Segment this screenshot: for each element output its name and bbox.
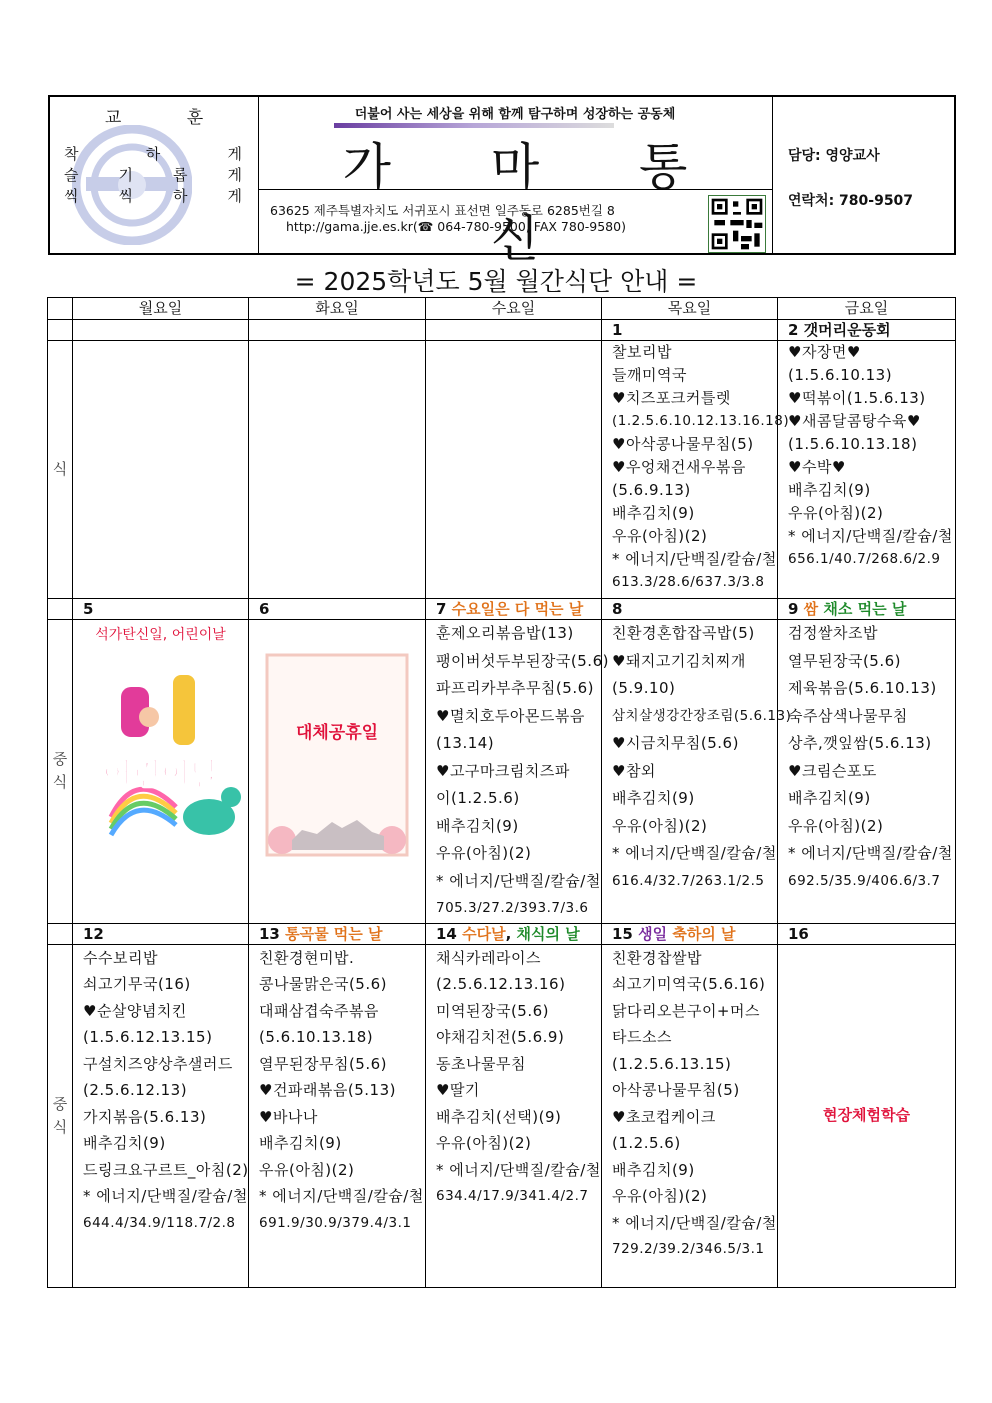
menu-item: 열무된장국(5.6) xyxy=(788,651,902,670)
menu-item: ♥떡볶이(1.5.6.13) xyxy=(788,389,926,407)
menu-item: ♥고구마크림치즈파 xyxy=(436,761,570,780)
date-cell xyxy=(426,320,602,341)
menu-cell xyxy=(426,944,602,1287)
motto-row-3: 씩 씩 하 게 xyxy=(64,187,242,205)
date-row xyxy=(48,923,956,944)
menu-cell xyxy=(426,341,602,599)
weekday-header-row xyxy=(48,298,956,320)
menu-cell xyxy=(778,620,956,924)
menu-item: 배추김치(9) xyxy=(788,481,871,499)
menu-item: * 에너지/단백질/칼슘/철 xyxy=(259,1187,424,1205)
date-cell: 12 xyxy=(73,923,249,944)
menu-cell xyxy=(426,620,609,924)
meal-row xyxy=(48,341,956,599)
menu-item: 가지볶음(5.6.13) xyxy=(83,1107,207,1126)
date-cell: 6 xyxy=(249,599,426,620)
motto-row-2: 슬 기 롭 게 xyxy=(64,166,242,184)
monthly-menu-table xyxy=(47,297,956,1288)
day-header: 화요일 xyxy=(249,298,426,320)
menu-item: 친환경현미밥. xyxy=(259,948,355,967)
meal-label: 식 xyxy=(48,341,73,599)
menu-item: 콩나물맑은국(5.6) xyxy=(259,975,387,993)
menu-item: 우유(아침)(2) xyxy=(612,527,708,545)
menu-item: 숙주삼색나물무침 xyxy=(788,706,908,725)
menu-item: 검정쌀차조밥 xyxy=(788,624,878,642)
meal-row xyxy=(48,944,956,1287)
contact-box xyxy=(772,97,954,253)
date-cell: 14 수다날, 채식의 날 xyxy=(426,923,602,944)
menu-item: 우유(아침)(2) xyxy=(436,844,532,862)
date-cell xyxy=(73,320,249,341)
menu-item: (1.5.6.12.13.15) xyxy=(83,1028,213,1046)
meal-row xyxy=(48,620,956,924)
menu-item: 구설치즈양상추샐러드 xyxy=(83,1054,233,1073)
menu-item: ♥딸기 xyxy=(436,1081,480,1099)
menu-item: 배추김치(9) xyxy=(83,1134,166,1152)
menu-item: 배추김치(9) xyxy=(788,789,871,807)
menu-item: 우유(아침)(2) xyxy=(259,1160,355,1179)
menu-item: (1.2.5.6.13.15) xyxy=(612,1054,732,1073)
menu-item: 닭다리오븐구이+머스 xyxy=(612,1001,760,1020)
menu-item: 친환경찹쌀밥 xyxy=(612,948,702,967)
day-header: 목요일 xyxy=(602,298,778,320)
menu-item: 배추김치(9) xyxy=(612,504,695,522)
menu-item: 배추김치(9) xyxy=(259,1134,342,1152)
menu-item: (5.6.10.13.18) xyxy=(259,1028,374,1046)
menu-item: 이(1.2.5.6) xyxy=(436,789,520,807)
school-contact-line: http://gama.jje.es.kr(☎ 064-780-9500, FAX 780-9580) xyxy=(286,219,626,234)
holiday-label: 석가탄신일, 어린이날 xyxy=(95,627,226,643)
date-cell: 15 생일 축하의 날 xyxy=(602,923,778,944)
menu-cell xyxy=(249,341,426,599)
menu-item: (5.6.9.13) xyxy=(612,481,691,499)
menu-item: 야채김치전(5.6.9) xyxy=(436,1028,565,1046)
date-cell xyxy=(249,320,426,341)
phone-label: 연락처: 780-9507 xyxy=(788,193,914,209)
menu-item: 644.4/34.9/118.7/2.8 xyxy=(83,1214,236,1231)
menu-cell xyxy=(73,341,249,599)
divider xyxy=(258,189,772,190)
menu-item: 상추,깻잎쌈(5.6.13) xyxy=(788,734,932,752)
menu-item: ♥돼지고기김치찌개 xyxy=(612,651,746,670)
holiday-cell xyxy=(73,620,249,924)
menu-item: 동초나물무침 xyxy=(436,1054,526,1073)
menu-item: 열무된장무침(5.6) xyxy=(259,1054,387,1073)
menu-cell xyxy=(249,944,426,1287)
menu-item: ♥건파래볶음(5.13) xyxy=(259,1081,397,1099)
menu-item: (1.5.6.10.13.18) xyxy=(788,435,918,453)
day-header: 수요일 xyxy=(426,298,602,320)
menu-item: 우유(아침)(2) xyxy=(788,816,884,835)
menu-item: (1.2.5.6) xyxy=(612,1134,681,1152)
menu-item: ♥바나나 xyxy=(259,1107,318,1126)
menu-item: 616.4/32.7/263.1/2.5 xyxy=(612,872,765,889)
menu-cell xyxy=(602,944,778,1287)
menu-cell xyxy=(778,341,956,599)
meal-label: 중식 xyxy=(48,620,73,924)
menu-item: 팽이버섯두부된장국(5.6) xyxy=(436,651,609,670)
menu-item: 채식카레라이스 xyxy=(436,948,541,967)
date-cell: 13 통곡물 먹는 날 xyxy=(249,923,426,944)
menu-item: 우유(아침)(2) xyxy=(788,504,884,522)
date-row xyxy=(48,320,956,341)
menu-item: 드링크요구르트_아침(2) xyxy=(83,1160,249,1179)
childrens-day-illustration-icon xyxy=(81,647,241,857)
day-header: 금요일 xyxy=(778,298,956,320)
menu-item: 613.3/28.6/637.3/3.8 xyxy=(612,574,765,590)
date-cell: 7 수요일은 다 먹는 날 xyxy=(426,599,602,620)
school-address: 63625 제주특별자치도 서귀포시 표선면 일주동로 6285번길 8 xyxy=(270,203,615,218)
menu-item: 배추김치(선택)(9) xyxy=(436,1107,562,1126)
motto-row-1: 착 하 게 xyxy=(64,145,242,163)
menu-item: * 에너지/단백질/칼슘/철 xyxy=(788,527,953,545)
menu-item: (1.5.6.10.13) xyxy=(788,366,893,384)
page-title: = 2025학년도 5월 월간식단 안내 = xyxy=(294,267,698,296)
day-header: 월요일 xyxy=(73,298,249,320)
menu-item: 삼치살생강간장조림(5.6.13) xyxy=(612,707,792,724)
menu-item: 파프리카부추무침(5.6) xyxy=(436,679,594,697)
menu-item: ♥치즈포크커틀렛 xyxy=(612,389,731,407)
menu-item: ♥수박♥ xyxy=(788,458,846,476)
motto-title: 교 훈 xyxy=(104,108,234,128)
menu-item: * 에너지/단백질/칼슘/철 xyxy=(612,1213,777,1232)
date-cell: 1 xyxy=(602,320,778,341)
menu-item: ♥멸치호두아몬드볶음 xyxy=(436,706,585,725)
childrens-day-text: 어린이날 xyxy=(102,758,219,793)
menu-item: 705.3/27.2/393.7/3.6 xyxy=(436,900,589,916)
menu-cell xyxy=(73,944,249,1287)
menu-item: * 에너지/단백질/칼슘/철 xyxy=(83,1187,248,1205)
menu-item: * 에너지/단백질/칼슘/철 xyxy=(436,1160,601,1179)
substitute-holiday-text: 대체공휴일 xyxy=(295,723,379,743)
menu-item: (5.9.10) xyxy=(612,679,676,697)
menu-item: * 에너지/단백질/칼슘/철 xyxy=(612,844,777,862)
menu-item: ♥초코컵케이크 xyxy=(612,1107,716,1126)
date-row xyxy=(48,599,956,620)
menu-item: 우유(아침)(2) xyxy=(436,1134,532,1152)
menu-item: 제육볶음(5.6.10.13) xyxy=(788,679,937,697)
menu-item: 수수보리밥 xyxy=(83,948,158,967)
menu-item: 들깨미역국 xyxy=(612,366,687,384)
substitute-holiday-card-icon xyxy=(262,650,412,860)
menu-item: (13.14) xyxy=(436,734,495,752)
menu-item: ♥순살양념치킨 xyxy=(83,1001,187,1020)
menu-item: (1.2.5.6.10.12.13.16.18) xyxy=(612,413,790,429)
meal-label: 중식 xyxy=(48,944,73,1287)
menu-item: * 에너지/단백질/칼슘/철 xyxy=(612,550,777,568)
menu-item: ♥크림슨포도 xyxy=(788,761,877,780)
menu-item: 아삭콩나물무침(5) xyxy=(612,1081,740,1099)
menu-item: 729.2/39.2/346.5/3.1 xyxy=(612,1241,765,1257)
menu-item: 쇠고기무국(16) xyxy=(83,975,191,993)
qr-code-icon xyxy=(708,195,766,253)
menu-item: 쇠고기미역국(5.6.16) xyxy=(612,975,766,993)
menu-cell xyxy=(602,341,790,599)
menu-item: * 에너지/단백질/칼슘/철 xyxy=(436,871,601,890)
menu-item: 친환경혼합잡곡밥(5) xyxy=(612,624,755,642)
motto-box xyxy=(50,97,259,253)
date-cell: 8 xyxy=(602,599,778,620)
menu-item: ♥우엉채건새우볶음 xyxy=(612,458,746,476)
date-cell: 2 갯머리운동회 xyxy=(778,320,956,341)
menu-item: 우유(아침)(2) xyxy=(612,816,708,835)
menu-item: ♥시금치무침(5.6) xyxy=(612,734,739,752)
menu-item: ♥자장면♥ xyxy=(788,343,861,361)
menu-item: 우유(아침)(2) xyxy=(612,1187,708,1205)
menu-item: 634.4/17.9/341.4/2.7 xyxy=(436,1188,589,1204)
menu-item: ♥참외 xyxy=(612,761,656,780)
field-trip-cell xyxy=(778,944,956,1287)
manager-label: 담당: 영양교사 xyxy=(788,148,880,164)
date-cell: 16 xyxy=(778,923,956,944)
school-slogan: 더불어 사는 세상을 위해 함께 탐구하며 성장하는 공동체 xyxy=(354,107,676,122)
newsletter-header xyxy=(48,95,956,268)
menu-item: (2.5.6.12.13.16) xyxy=(436,975,566,993)
menu-item: 대패삼겹숙주볶음 xyxy=(259,1001,379,1020)
newsletter-title-box xyxy=(258,97,773,268)
menu-item: 692.5/35.9/406.6/3.7 xyxy=(788,872,941,889)
menu-item: 훈제오리볶음밥(13) xyxy=(436,624,574,642)
menu-item: 656.1/40.7/268.6/2.9 xyxy=(788,551,941,567)
menu-item: 배추김치(9) xyxy=(436,816,519,835)
menu-item: 타드소스 xyxy=(612,1028,672,1046)
menu-cell xyxy=(602,620,792,924)
field-trip-note: 현장체험학습 xyxy=(823,1106,910,1124)
menu-item: 691.9/30.9/379.4/3.1 xyxy=(259,1214,412,1231)
menu-item: ♥아삭콩나물무침(5) xyxy=(612,435,754,453)
menu-item: 배추김치(9) xyxy=(612,789,695,807)
menu-item: 배추김치(9) xyxy=(612,1160,695,1179)
menu-item: 미역된장국(5.6) xyxy=(436,1001,550,1020)
date-cell: 9 쌈 채소 먹는 날 xyxy=(778,599,956,620)
menu-item: 찰보리밥 xyxy=(612,343,672,361)
date-cell: 5 xyxy=(73,599,249,620)
menu-item: (2.5.6.12.13) xyxy=(83,1081,188,1099)
menu-item: * 에너지/단백질/칼슘/철 xyxy=(788,844,953,862)
newsletter-title: 가 마 통 신 xyxy=(342,138,730,268)
holiday-cell xyxy=(249,620,426,924)
menu-item: ♥새콤달콤탕수육♥ xyxy=(788,412,921,430)
